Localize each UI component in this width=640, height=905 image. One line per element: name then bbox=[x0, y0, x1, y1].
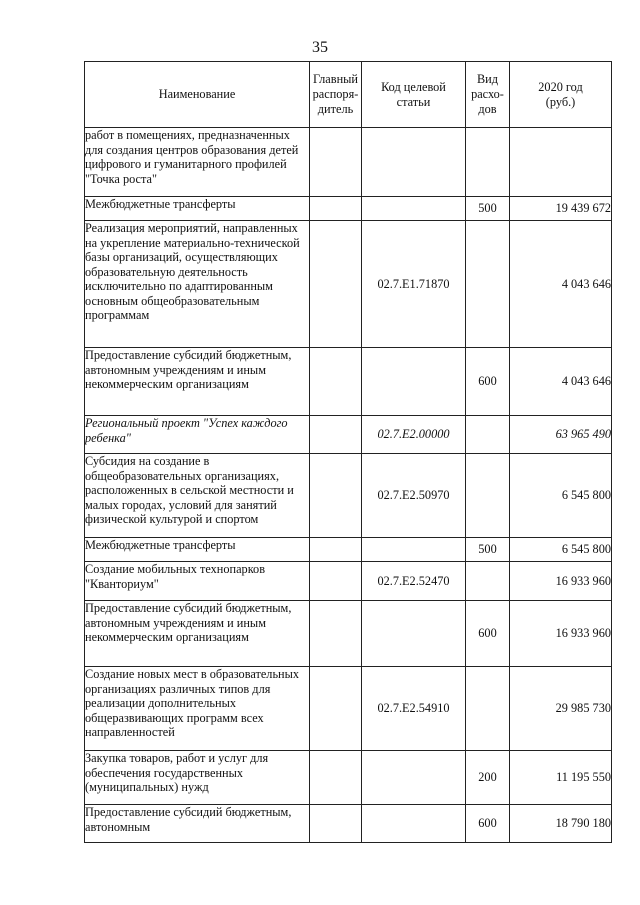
row-type bbox=[466, 128, 510, 197]
row-manager bbox=[310, 416, 362, 454]
table-row bbox=[85, 128, 612, 197]
row-amount: 6 545 800 bbox=[510, 454, 612, 538]
row-manager bbox=[310, 601, 362, 667]
row-code: 02.7.Е1.71870 bbox=[362, 221, 466, 348]
column-header-name: Наименование bbox=[85, 62, 310, 128]
row-type bbox=[466, 454, 510, 538]
row-name: Предоставление субсидий бюджетным, автономным учреждениям и иным некоммерческим организациям bbox=[85, 601, 310, 667]
row-name: Межбюджетные трансферты bbox=[85, 538, 310, 562]
row-amount: 16 933 960 bbox=[510, 562, 612, 601]
row-manager bbox=[310, 538, 362, 562]
column-header-amount bbox=[510, 62, 612, 128]
row-code bbox=[362, 128, 466, 197]
table-row bbox=[85, 197, 612, 221]
table-row bbox=[85, 751, 612, 805]
row-name: Предоставление субсидий бюджетным, автономным bbox=[85, 805, 310, 843]
row-name: Создание новых мест в образовательных организациях различных типов для реализации дополнительных общеразвивающих программ всех направленностей bbox=[85, 667, 310, 751]
row-amount: 63 965 490 bbox=[510, 416, 612, 454]
row-type: 500 bbox=[466, 197, 510, 221]
budget-table bbox=[84, 61, 612, 843]
row-name: Межбюджетные трансферты bbox=[85, 197, 310, 221]
row-code: 02.7.Е2.54910 bbox=[362, 667, 466, 751]
row-manager bbox=[310, 562, 362, 601]
column-header-manager bbox=[310, 62, 362, 128]
column-header-code-label: Код целевой статьи bbox=[381, 79, 446, 109]
row-code bbox=[362, 805, 466, 843]
column-header-type bbox=[466, 62, 510, 128]
table-header-row bbox=[85, 62, 612, 128]
row-code bbox=[362, 538, 466, 562]
row-type bbox=[466, 667, 510, 751]
row-type: 600 bbox=[466, 601, 510, 667]
column-header-manager-label: Главный распоря-дитель bbox=[312, 72, 359, 116]
row-manager bbox=[310, 454, 362, 538]
row-amount: 6 545 800 bbox=[510, 538, 612, 562]
row-code bbox=[362, 197, 466, 221]
row-type bbox=[466, 562, 510, 601]
row-manager bbox=[310, 348, 362, 416]
column-header-amount-label: 2020 год (руб.) bbox=[538, 79, 583, 109]
row-name: Создание мобильных технопарков "Кванториум" bbox=[85, 562, 310, 601]
row-name: Закупка товаров, работ и услуг для обеспечения государственных (муниципальных) нужд bbox=[85, 751, 310, 805]
row-type: 500 bbox=[466, 538, 510, 562]
row-manager bbox=[310, 128, 362, 197]
row-amount: 4 043 646 bbox=[510, 348, 612, 416]
column-header-code bbox=[362, 62, 466, 128]
row-code bbox=[362, 348, 466, 416]
row-amount: 18 790 180 bbox=[510, 805, 612, 843]
row-amount bbox=[510, 128, 612, 197]
page-number: 35 bbox=[312, 39, 328, 56]
row-code: 02.7.Е2.52470 bbox=[362, 562, 466, 601]
row-code: 02.7.Е2.50970 bbox=[362, 454, 466, 538]
row-manager bbox=[310, 751, 362, 805]
table-row bbox=[85, 221, 612, 348]
table-row bbox=[85, 667, 612, 751]
row-name: работ в помещениях, предназначенных для создания центров образования детей цифрового и гуманитарного профилей "Точка роста" bbox=[85, 128, 310, 197]
table-row bbox=[85, 601, 612, 667]
table-row bbox=[85, 454, 612, 538]
table-row bbox=[85, 805, 612, 843]
row-manager bbox=[310, 197, 362, 221]
column-header-type-label: Вид расхо-дов bbox=[471, 72, 504, 116]
row-type bbox=[466, 416, 510, 454]
row-type bbox=[466, 221, 510, 348]
row-manager bbox=[310, 667, 362, 751]
row-amount: 16 933 960 bbox=[510, 601, 612, 667]
row-amount: 11 195 550 bbox=[510, 751, 612, 805]
row-name: Предоставление субсидий бюджетным, автономным учреждениям и иным некоммерческим организациям bbox=[85, 348, 310, 416]
row-code: 02.7.Е2.00000 bbox=[362, 416, 466, 454]
row-name: Региональный проект "Успех каждого ребенка" bbox=[85, 416, 310, 454]
row-manager bbox=[310, 805, 362, 843]
table-row bbox=[85, 538, 612, 562]
row-type: 600 bbox=[466, 805, 510, 843]
table-row bbox=[85, 348, 612, 416]
row-amount: 29 985 730 bbox=[510, 667, 612, 751]
row-amount: 19 439 672 bbox=[510, 197, 612, 221]
row-code bbox=[362, 751, 466, 805]
row-manager bbox=[310, 221, 362, 348]
row-name: Реализация мероприятий, направленных на укрепление материально-технической базы организаций, осуществляющих образовательную деятельность исключительно по адаптированным основным общеобразовательным программам bbox=[85, 221, 310, 348]
row-code bbox=[362, 601, 466, 667]
row-type: 600 bbox=[466, 348, 510, 416]
row-name: Субсидия на создание в общеобразовательных организациях, расположенных в сельской местности и малых городах, условий для занятий физической культурой и спортом bbox=[85, 454, 310, 538]
table-row bbox=[85, 562, 612, 601]
row-type: 200 bbox=[466, 751, 510, 805]
row-amount: 4 043 646 bbox=[510, 221, 612, 348]
table-row bbox=[85, 416, 612, 454]
